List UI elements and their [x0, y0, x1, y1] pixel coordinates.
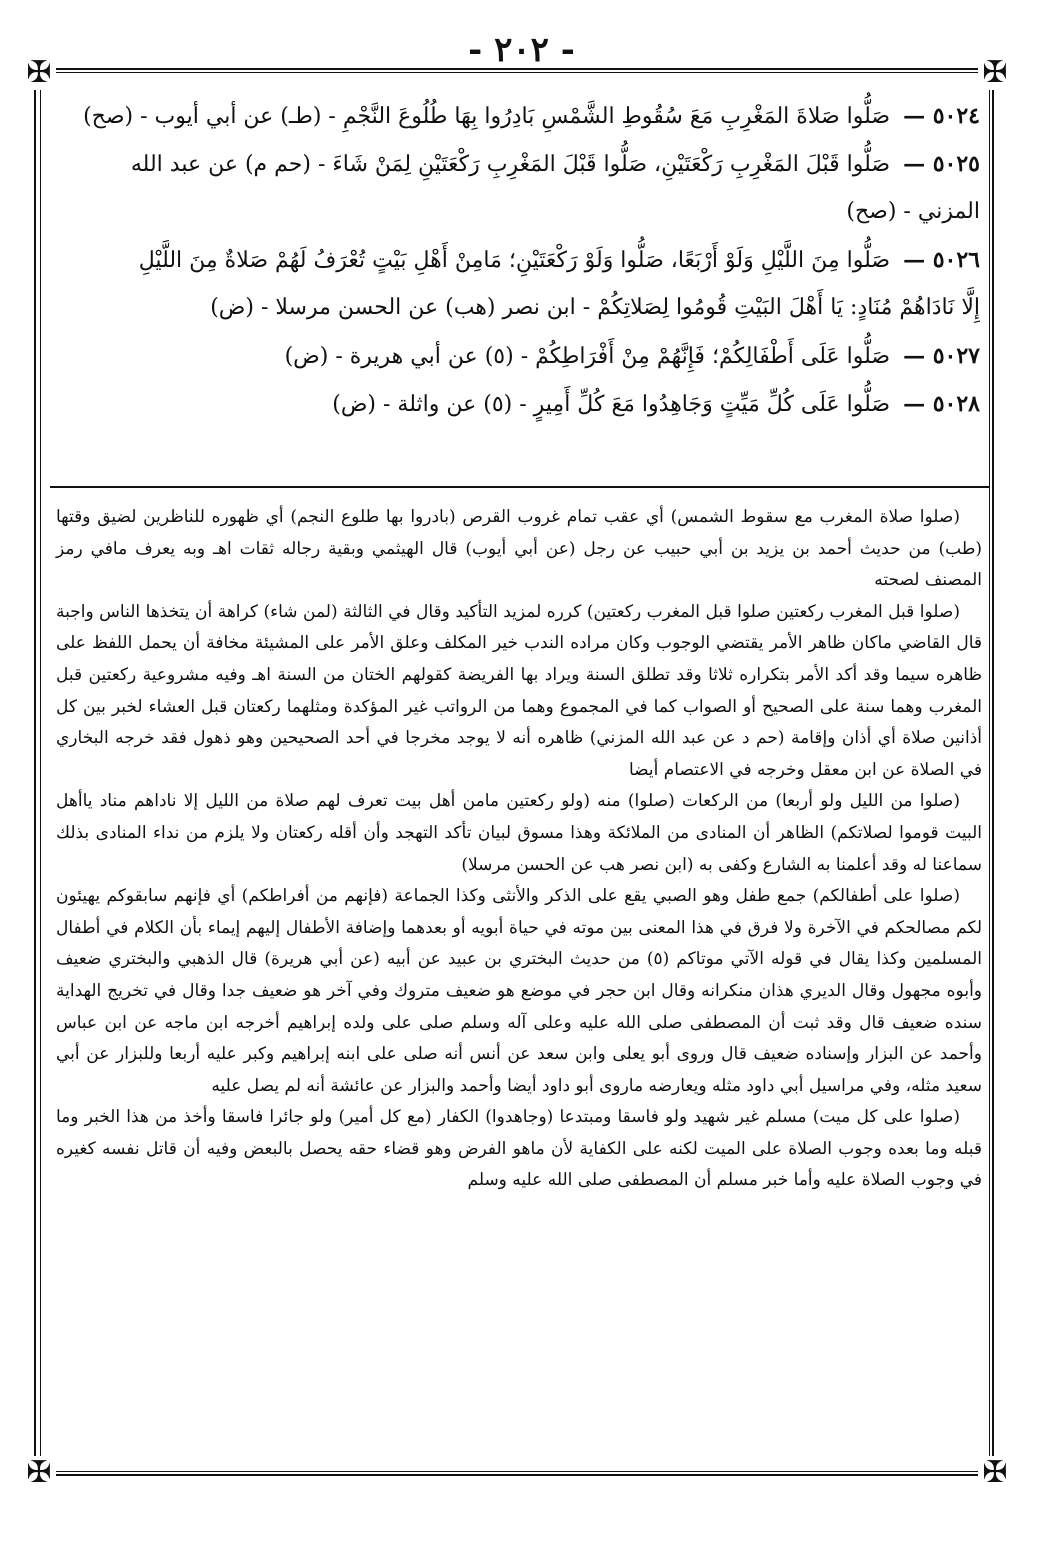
commentary-paragraph: (صلوا صلاة المغرب مع سقوط الشمس) أي عقب تمام غروب القرص (بادروا بها طلوع النجم) أي ظهوره للناظرين لضيق وقتها (طب) من حديث أحمد بن يزيد بن أبي حبيب عن رجل (عن أبي أيوب) قال الهيثمي وبقية رجاله ثقات اهـ وبه يعرف مافي رمز المصنف لصحته — [56, 507, 982, 591]
hadith-list — [60, 92, 980, 472]
hadith-number: ٥٠٢٦ — — [903, 247, 980, 273]
hadith-entry — [60, 92, 980, 140]
hadith-continuation: إِلَّا نَادَاهُمْ مُنَادٍ: يَا أَهْلَ البَيْتِ قُومُوا لِصَلاتِكُمْ - ابن نصر (هب) عن الحسن مرسلا - (ض) — [210, 295, 980, 320]
commentary-body — [56, 502, 982, 1462]
hadith-number: ٥٠٢٥ — — [903, 151, 980, 177]
section-divider — [50, 486, 990, 488]
hadith-number: ٥٠٢٤ — — [903, 103, 980, 129]
hadith-continuation: المزني - (صح) — [846, 199, 980, 224]
commentary-paragraph: (صلوا على أطفالكم) جمع طفل وهو الصبي يقع على الذكر والأنثى وكذا الجماعة (فإنهم من أفراطكم) أي فإنهم سابقوكم يهيئون لكم مصالحكم في الآخرة ولا فرق في هذا المعنى بين موته في حياة أبويه أو بعدهما وإضافة الأطفال إليهم إيماء بأن الكلام في أطفال المسلمين وكذا يقال في قوله الآتي موتاكم (٥) من حديث البختري بن عبيد عن أبيه (عن أبي هريرة) قال الذهبي والبختري ضعيف وأبوه مجهول وقال الديري هذان منكرانه وقال ابن حجر في موضع هو ضعيف متروك وفي آخر هو ضعيف جدا وقال في تخريج الهداية سنده ضعيف قال وقد ثبت أن المصطفى صلى الله عليه وعلى آله وسلم صلى على ولده إبراهيم أخرجه ابن ماجه عن ابن عباس وأحمد عن البزار وإسناده ضعيف قال وروى أبو يعلى وابن سعد عن أنس أنه صلى على ابنه إبراهيم وكبر عليه أربعا وللبزار عن أبي سعيد مثله، وفي مراسيل أبي داود مثله ويعارضه ماروى أبو داود أيضا وأحمد والبزار عن عائشة أنه لم يصل عليه — [56, 886, 982, 1096]
hadith-text: صَلُّوا عَلَى أَطْفَالِكُمْ؛ فَإِنَّهُمْ مِنْ أَفْرَاطِكُمْ - (٥) عن أبي هريرة - (ض) — [284, 344, 891, 369]
hadith-entry — [60, 332, 980, 380]
hadith-text: صَلُّوا صَلاةَ المَغْرِبِ مَعَ سُقُوطِ الشَّمْسِ بَادِرُوا بِهَا طُلُوعَ النَّجْمِ - (طـ) عن أبي أيوب - (صح) — [83, 104, 891, 129]
commentary-paragraph: (صلوا على كل ميت) مسلم غير شهيد ولو فاسقا ومبتدعا (وجاهدوا) الكفار (مع كل أمير) ولو جائرا فاسقا وأخذ من هذا الخبر وما قبله وما بعده وجوب الصلاة على الميت لكنه على الكفاية لأن ماهو الفرض وهو قضاء حقه يحصل بالبعض وفيه أن قاتل نفسه كغيره في وجوب الصلاة عليه وأما خبر مسلم أن المصطفى صلى الله عليه وسلم — [56, 1107, 982, 1191]
ornament-corner-icon: ✠ — [22, 1456, 56, 1490]
hadith-text: صَلُّوا عَلَى كُلِّ مَيِّتٍ وَجَاهِدُوا مَعَ كُلِّ أَمِيرٍ - (٥) عن واثلة - (ض) — [332, 392, 891, 417]
hadith-number: ٥٠٢٨ — — [903, 391, 980, 417]
ornament-corner-icon: ✠ — [978, 1456, 1012, 1490]
ornament-corner-icon: ✠ — [22, 56, 56, 90]
commentary-paragraph: (صلوا قبل المغرب ركعتين صلوا قبل المغرب ركعتين) كرره لمزيد التأكيد وقال في الثالثة (لمن شاء) كراهة أن يتخذها الناس واجبة قال القاضي ماكان ظاهر الأمر يقتضي الوجوب وكان مراده الندب خير المكلف وعلق الأمر على المشيئة مخافة أن يحمل اللفظ على ظاهره سيما وقد أكد الأمر بتكراره ثلاثا وقد تطلق السنة ويراد بها الفريضة كقولهم الختان من السنة اهـ وفيه مشروعية ركعتين قبل المغرب وهما سنة على الصحيح أو الصواب كما في المجموع وهما من الرواتب غير المؤكدة ومثلهما ركعتان قبل العشاء لخبر بين كل أذانين صلاة أي أذان وإقامة (حم د عن عبد الله المزني) ظاهره أنه لا يوجد مخرجا في أحد الصحيحين وهو ذهول فقد خرجه البخاري في الصلاة عن ابن معقل وخرجه في الاعتصام أيضا — [56, 601, 982, 780]
hadith-text: صَلُّوا مِنَ اللَّيْلِ وَلَوْ أَرْبَعًا، صَلُّوا وَلَوْ رَكْعَتَيْنِ؛ مَامِنْ أَهْلِ بَيْتٍ تُعْرَفُ لَهُمْ صَلاةٌ مِنَ اللَّيْلِ — [138, 248, 891, 273]
hadith-entry — [60, 236, 980, 284]
ornament-corner-icon: ✠ — [978, 56, 1012, 90]
hadith-entry — [60, 380, 980, 428]
hadith-number: ٥٠٢٧ — — [903, 343, 980, 369]
hadith-text: صَلُّوا قَبْلَ المَغْرِبِ رَكْعَتَيْنِ، صَلُّوا قَبْلَ المَغْرِبِ رَكْعَتَيْنِ لِمَنْ شَاءَ - (حم م) عن عبد الله — [130, 152, 891, 177]
commentary-paragraph: (صلوا من الليل ولو أربعا) من الركعات (صلوا) منه (ولو ركعتين مامن أهل بيت تعرف لهم صلاة من الليل إلا ناداهم مناد ياأهل البيت قوموا لصلاتكم) الظاهر أن المنادى من الملائكة وهذا مسوق لبيان تأكد التهجد وأن أقله ركعتان ولا يلزم من نداء المنادى بذلك سماعنا له وقد أعلمنا به الشارع وكفى به (ابن نصر هب عن الحسن مرسلا) — [56, 791, 982, 875]
page-number: - ٢٠٢ - — [468, 30, 575, 70]
hadith-entry — [60, 140, 980, 188]
